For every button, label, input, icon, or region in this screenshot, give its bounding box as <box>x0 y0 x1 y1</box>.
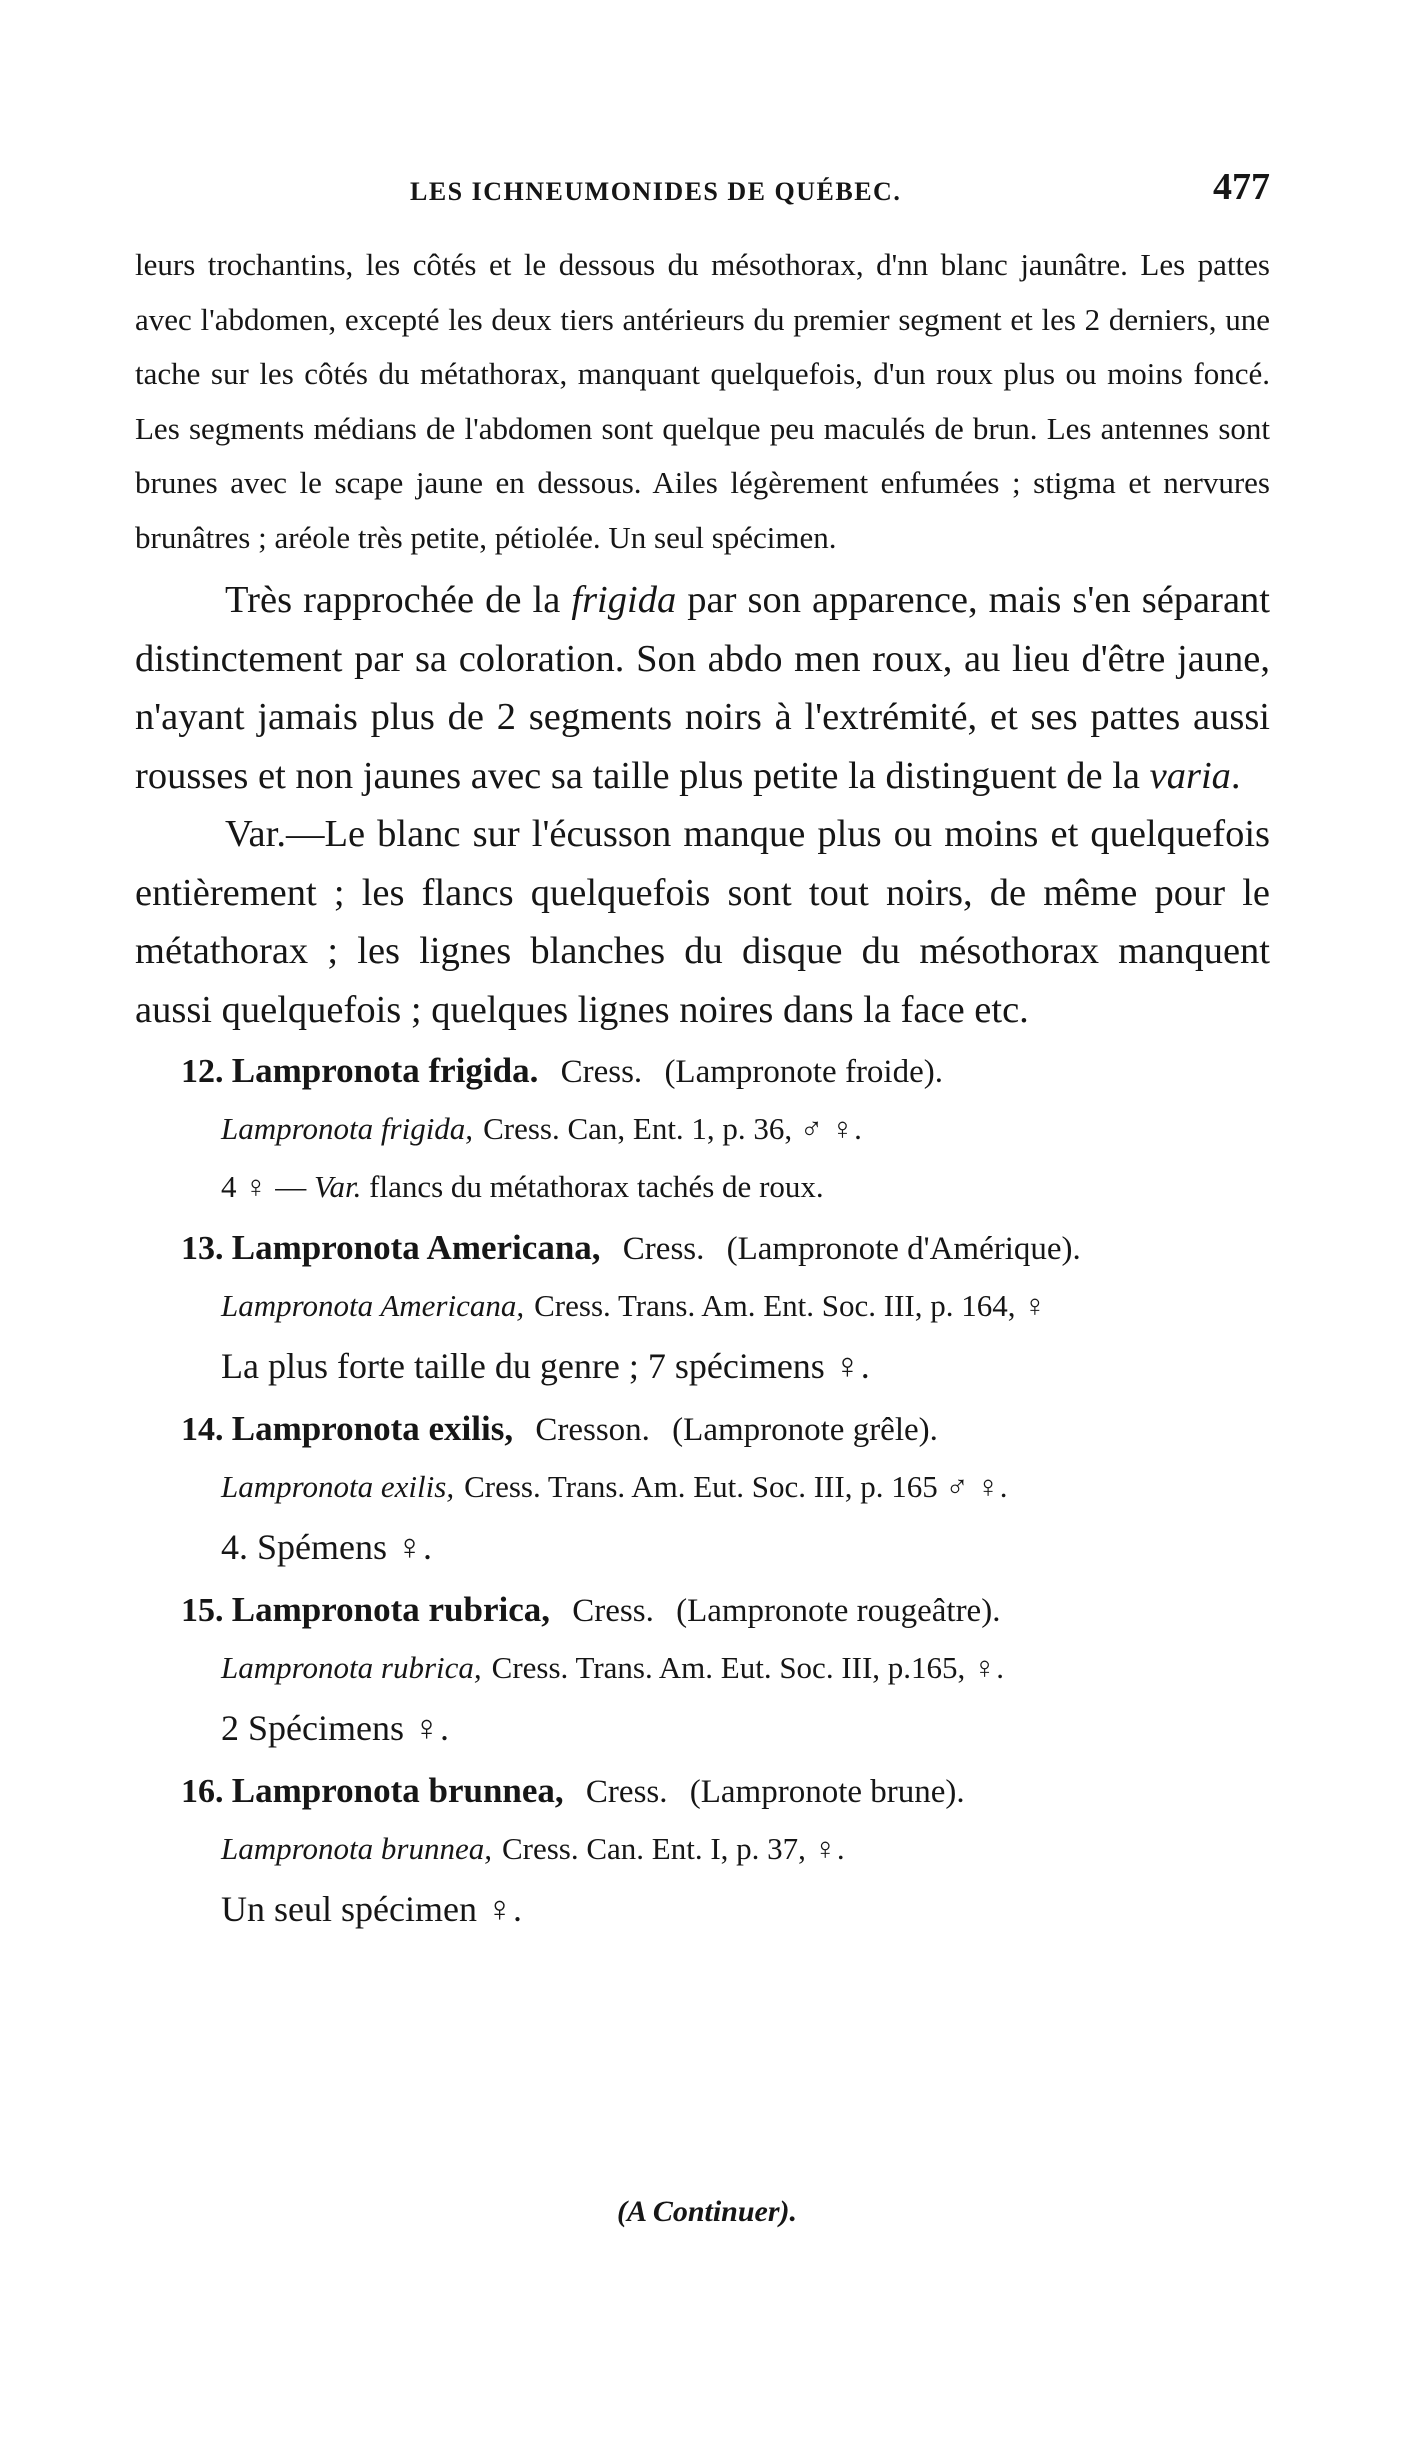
species-number: 12. <box>181 1053 224 1090</box>
reference-species-name: Lampronota Americana, <box>221 1288 525 1323</box>
vernacular-name: (Lampronote rougeâtre). <box>676 1593 1001 1629</box>
species-authority: Cress. <box>622 1231 705 1267</box>
species-entry-12 <box>135 1043 1270 1216</box>
reference-species-name: Lampronota frigida, <box>221 1111 474 1146</box>
vernacular-name: (Lampronote d'Amérique). <box>726 1231 1081 1267</box>
species-name-frigida: frigida <box>571 579 677 621</box>
literature-reference: Lampronota frigida, Cress. Can, Ent. 1, p. 36, ♂ ♀. <box>221 1111 862 1146</box>
species-entry-16 <box>135 1763 1270 1940</box>
specimen-count: La plus forte taille du genre ; 7 spécimens ♀. <box>221 1346 870 1386</box>
species-authority: Cresson. <box>535 1412 650 1448</box>
species-number: 14. <box>181 1411 224 1448</box>
description-block <box>135 238 1270 565</box>
reference-species-name: Lampronota rubrica, <box>221 1650 482 1685</box>
species-authority: Cress. <box>560 1054 643 1090</box>
comparison-paragraph: Très rapprochée de la frigida par son apparence, mais s'en séparant distinctement par sa coloration. Son abdo men roux, au lieu d'être jaune, n'ayant jamais plus de 2 segments noirs à l'extrémité, et ses pattes aussi rousses et non jaunes avec sa taille plus petite la distinguent de la varia. <box>135 579 1270 797</box>
species-name: Lampronota rubrica, <box>231 1590 550 1629</box>
species-name: Lampronota Americana, <box>231 1228 601 1267</box>
variation-paragraph: Var.—Le blanc sur l'écusson manque plus ou moins et quelquefois entièrement ; les flancs quelquefois sont tout noirs, de même pour le métathorax ; les lignes blanches du disque du mésothorax manquent aussi quelquefois ; quelques lignes noires dans la face etc. <box>135 813 1270 1031</box>
species-number: 13. <box>181 1230 224 1267</box>
species-entry-15 <box>135 1582 1270 1759</box>
page-body <box>135 238 1270 1940</box>
page-number: 477 <box>1213 166 1270 208</box>
species-entry-13 <box>135 1220 1270 1397</box>
species-heading <box>135 1401 1270 1458</box>
literature-reference: Lampronota brunnea, Cress. Can. Ent. I, p. 37, ♀. <box>221 1831 845 1866</box>
literature-reference: Lampronota exilis, Cress. Trans. Am. Eut. Soc. III, p. 165 ♂ ♀. <box>221 1469 1008 1504</box>
reference-species-name: Lampronota exilis, <box>221 1469 455 1504</box>
species-name: Lampronota brunnea, <box>231 1771 564 1810</box>
species-authority: Cress. <box>585 1774 668 1810</box>
vernacular-name: (Lampronote brune). <box>689 1774 965 1810</box>
literature-reference: Lampronota rubrica, Cress. Trans. Am. Eut. Soc. III, p.165, ♀. <box>221 1650 1005 1685</box>
specimen-count: Un seul spécimen ♀. <box>221 1889 522 1929</box>
species-authority: Cress. <box>572 1593 654 1629</box>
species-name: Lampronota frigida. <box>231 1051 539 1090</box>
vernacular-name: (Lampronote grêle). <box>672 1412 938 1448</box>
species-heading <box>135 1043 1270 1100</box>
reference-species-name: Lampronota brunnea, <box>221 1831 492 1866</box>
species-entry-14 <box>135 1401 1270 1578</box>
literature-reference: Lampronota Americana, Cress. Trans. Am. Ent. Soc. III, p. 164, ♀ <box>221 1288 1047 1323</box>
species-heading <box>135 1582 1270 1639</box>
specimen-note: 4 ♀ — Var. flancs du métathorax tachés de roux. <box>221 1169 824 1204</box>
species-number: 16. <box>181 1773 224 1810</box>
page-header <box>130 165 1270 215</box>
specimen-count: 2 Spécimens ♀. <box>221 1708 449 1748</box>
species-heading <box>135 1763 1270 1820</box>
description-paragraph: leurs trochantins, les côtés et le dessous du mésothorax, d'nn blanc jaunâtre. Les pattes avec l'abdomen, excepté les deux tiers antérieurs du premier segment et les 2 derniers, une tache sur les côtés du métathorax, manquant quelquefois, d'un roux plus ou moins foncé. Les segments médians de l'abdomen sont quelque peu maculés de brun. Les antennes sont brunes avec le scape jaune en dessous. Ailes légèrement enfumées ; stigma et nervures brunâtres ; aréole très petite, pétiolée. Un seul spécimen. <box>135 247 1270 555</box>
specimen-count: 4. Spémens ♀. <box>221 1527 432 1567</box>
species-number: 15. <box>181 1592 224 1629</box>
commentary-block <box>135 571 1270 1039</box>
vernacular-name: (Lampronote froide). <box>664 1054 943 1090</box>
species-name: Lampronota exilis, <box>231 1409 514 1448</box>
species-heading <box>135 1220 1270 1277</box>
continued-note: (A Continuer). <box>616 2195 798 2228</box>
running-title: LES ICHNEUMONIDES DE QUÉBEC. <box>410 177 902 206</box>
species-name-varia: varia <box>1149 754 1231 797</box>
